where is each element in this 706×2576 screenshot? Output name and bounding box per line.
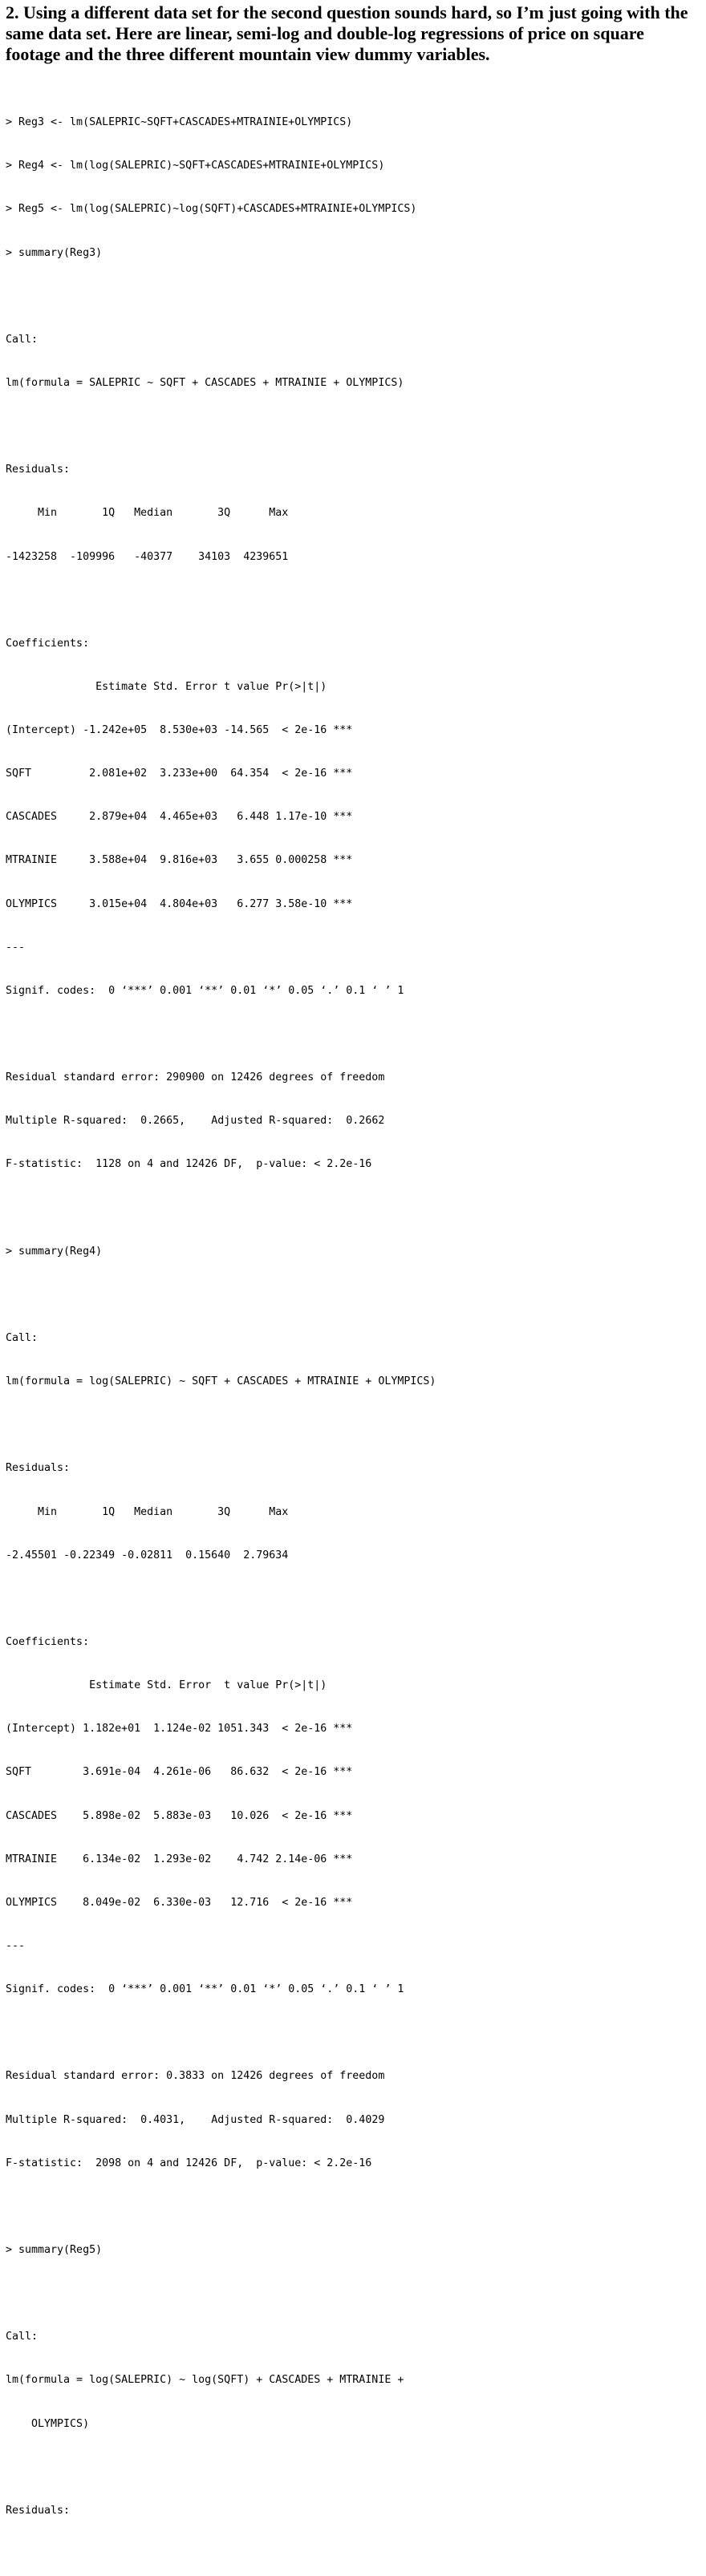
console-line: > summary(Reg3) <box>6 246 103 259</box>
console-line: > summary(Reg5) <box>6 2243 103 2256</box>
console-line: Call: <box>6 333 39 346</box>
console-line: Coefficients: <box>6 1636 90 1649</box>
console-line: CASCADES 5.898e-02 5.883e-03 10.026 < 2e-16 *** <box>6 1809 353 1822</box>
console-line: Call: <box>6 2331 39 2343</box>
console-line <box>6 1027 700 1042</box>
console-line: SQFT 2.081e+02 3.233e+00 64.354 < 2e-16 *** <box>6 768 353 780</box>
console-line: > Reg3 <- lm(SALEPRIC~SQFT+CASCADES+MTRAINIE+OLYMPICS) <box>6 116 353 129</box>
console-line: F-statistic: 2098 on 4 and 12426 DF, p-value: < 2.2e-16 <box>6 2157 372 2169</box>
console-line <box>6 1288 700 1302</box>
console-line: MTRAINIE 6.134e-02 1.293e-02 4.742 2.14e-06 *** <box>6 1853 353 1865</box>
console-line <box>6 2286 700 2301</box>
console-line: Residuals: <box>6 2504 71 2517</box>
console-line: (Intercept) -1.242e+05 8.530e+03 -14.565 < 2e-16 *** <box>6 724 353 737</box>
console-line: Call: <box>6 1332 39 1345</box>
console-line <box>6 1418 700 1432</box>
console-line <box>6 1592 700 1606</box>
console-line: -2.45501 -0.22349 -0.02811 0.15640 2.79634 <box>6 1549 295 1561</box>
console-line: Residual standard error: 290900 on 12426 degrees of freedom <box>6 1071 385 1084</box>
console-line: MTRAINIE 3.588e+04 9.816e+03 3.655 0.000258 *** <box>6 854 353 867</box>
console-line <box>6 2026 700 2040</box>
console-line: Estimate Std. Error t value Pr(>|t|) <box>6 1679 353 1692</box>
console-line <box>6 1201 700 1216</box>
question-heading <box>6 2 700 65</box>
console-line <box>6 593 700 608</box>
console-line: OLYMPICS) <box>6 2417 90 2430</box>
console-line: --- <box>6 941 26 954</box>
console-line: Multiple R-squared: 0.2665, Adjusted R-squared: 0.2662 <box>6 1115 392 1128</box>
console-line: OLYMPICS 3.015e+04 4.804e+03 6.277 3.58e-10 *** <box>6 897 353 910</box>
console-line: > Reg5 <- lm(log(SALEPRIC)~log(SQFT)+CASCADES+MTRAINIE+OLYMPICS) <box>6 203 417 216</box>
console-line: (Intercept) 1.182e+01 1.124e-02 1051.343 < 2e-16 *** <box>6 1723 353 1736</box>
console-line: Estimate Std. Error t value Pr(>|t|) <box>6 680 353 693</box>
console-line: lm(formula = log(SALEPRIC) ~ log(SQFT) + CASCADES + MTRAINIE + <box>6 2374 411 2387</box>
console-line: lm(formula = log(SALEPRIC) ~ SQFT + CASCADES + MTRAINIE + OLYMPICS) <box>6 1375 436 1388</box>
console-line: OLYMPICS 8.049e-02 6.330e-03 12.716 < 2e-16 *** <box>6 1896 353 1909</box>
console-line <box>6 419 700 434</box>
console-line <box>6 2200 700 2214</box>
console-line: > Reg4 <- lm(log(SALEPRIC)~SQFT+CASCADES+MTRAINIE+OLYMPICS) <box>6 160 385 172</box>
console-line: SQFT 3.691e-04 4.261e-06 86.632 < 2e-16 *** <box>6 1766 353 1779</box>
console-line: Coefficients: <box>6 637 90 650</box>
console-line: --- <box>6 1940 26 1952</box>
console-line: Signif. codes: 0 ‘***’ 0.001 ‘**’ 0.01 ‘*’ 0.05 ‘.’ 0.1 ‘ ’ 1 <box>6 984 404 997</box>
question-text: Using a different data set for the second question sounds hard, so I’m just going with the same data set. Here are linear, semi-log and double-log regressions of price on square footage and the three different mountain view dummy variables. <box>6 2 688 64</box>
console-line: Residual standard error: 0.3833 on 12426 degrees of freedom <box>6 2070 385 2083</box>
console-line: Residuals: <box>6 464 71 476</box>
console-line: Min 1Q Median 3Q Max <box>6 507 295 520</box>
console-line: Multiple R-squared: 0.4031, Adjusted R-squared: 0.4029 <box>6 2113 392 2126</box>
console-line <box>6 2547 700 2562</box>
r-console-output <box>6 87 700 2576</box>
console-line: Signif. codes: 0 ‘***’ 0.001 ‘**’ 0.01 ‘*’ 0.05 ‘.’ 0.1 ‘ ’ 1 <box>6 1983 404 1996</box>
console-line: Residuals: <box>6 1462 71 1475</box>
console-line <box>6 2461 700 2475</box>
console-line: Min 1Q Median 3Q Max <box>6 1505 295 1518</box>
console-line: F-statistic: 1128 on 4 and 12426 DF, p-value: < 2.2e-16 <box>6 1158 372 1171</box>
console-line: > summary(Reg4) <box>6 1245 103 1258</box>
console-line: -1423258 -109996 -40377 34103 4239651 <box>6 550 295 563</box>
console-line: lm(formula = SALEPRIC ~ SQFT + CASCADES + MTRAINIE + OLYMPICS) <box>6 376 404 389</box>
console-line <box>6 290 700 304</box>
console-line: CASCADES 2.879e+04 4.465e+03 6.448 1.17e-10 *** <box>6 811 353 824</box>
question-number: 2. <box>6 2 19 22</box>
